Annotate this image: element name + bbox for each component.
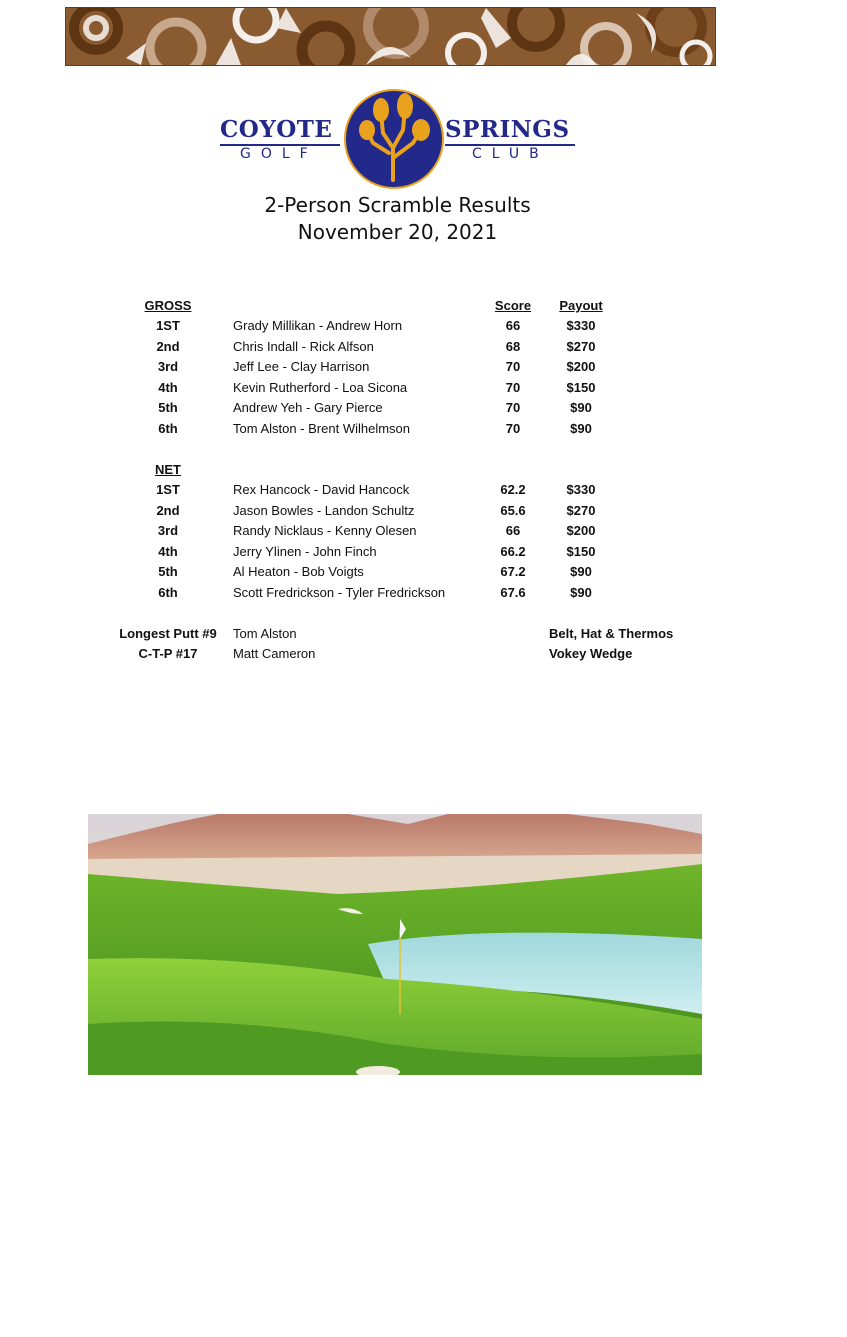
payout: $150 [566,544,596,559]
score: 62.2 [500,482,526,497]
team-names: Rex Hancock - David Hancock [233,482,410,497]
score: 70 [505,400,521,415]
payout: $200 [566,359,596,374]
score: 65.6 [500,503,526,518]
team-names: Kevin Rutherford - Loa Sicona [233,380,408,395]
place: 2nd [156,339,180,354]
payout-column-header: Payout [559,298,603,313]
award-prize: Vokey Wedge [549,646,633,661]
payout: $150 [566,380,596,395]
payout: $330 [566,318,596,333]
team-names: Tom Alston - Brent Wilhelmson [233,421,411,436]
payout: $200 [566,523,596,538]
place: 2nd [156,503,180,518]
net-heading: NET [155,462,181,477]
payout: $90 [570,421,592,436]
score-column-header: Score [494,298,532,313]
award-winner: Tom Alston [233,626,297,641]
score: 66.2 [500,544,526,559]
place: 1ST [156,318,180,333]
place: 6th [158,421,178,436]
team-names: Grady Millikan - Andrew Horn [233,318,403,333]
place: 4th [158,544,178,559]
payout: $270 [566,503,596,518]
award-label: Longest Putt #9 [119,626,217,641]
score: 70 [505,380,521,395]
event-date: November 20, 2021 [297,220,498,244]
score: 66 [505,523,521,538]
team-names: Al Heaton - Bob Voigts [233,564,364,579]
team-names: Scott Fredrickson - Tyler Fredrickson [233,585,446,600]
award-winner: Matt Cameron [233,646,316,661]
score: 66 [505,318,521,333]
payout: $90 [570,400,592,415]
logo-word-springs: SPRINGS [445,116,570,143]
payout: $330 [566,482,596,497]
place: 5th [158,400,178,415]
award-prize: Belt, Hat & Thermos [549,626,674,641]
club-logo [218,88,578,190]
award-label: C-T-P #17 [138,646,198,661]
swirl-pattern [66,8,715,65]
payout: $90 [570,564,592,579]
team-names: Randy Nicklaus - Kenny Olesen [233,523,417,538]
logo-word-coyote: COYOTE [220,116,333,143]
place: 3rd [157,523,179,538]
golf-course-photo [88,814,702,1075]
score: 67.6 [500,585,526,600]
decorative-swirl-banner [65,7,716,66]
payout: $270 [566,339,596,354]
payout: $90 [570,585,592,600]
score: 70 [505,421,521,436]
joshua-tree-emblem [343,88,445,190]
team-names: Jeff Lee - Clay Harrison [233,359,370,374]
team-names: Andrew Yeh - Gary Pierce [233,400,383,415]
place: 6th [158,585,178,600]
place: 3rd [157,359,179,374]
logo-word-club: CLUB [472,146,549,162]
event-title: 2-Person Scramble Results [264,193,531,217]
score: 68 [505,339,521,354]
team-names: Jason Bowles - Landon Schultz [233,503,415,518]
team-names: Chris Indall - Rick Alfson [233,339,374,354]
score: 67.2 [500,564,526,579]
golf-course-illustration [88,814,702,1075]
place: 1ST [156,482,180,497]
place: 5th [158,564,178,579]
score: 70 [505,359,521,374]
logo-word-golf: GOLF [240,146,318,162]
place: 4th [158,380,178,395]
gross-heading: GROSS [144,298,192,313]
team-names: Jerry Ylinen - John Finch [233,544,377,559]
